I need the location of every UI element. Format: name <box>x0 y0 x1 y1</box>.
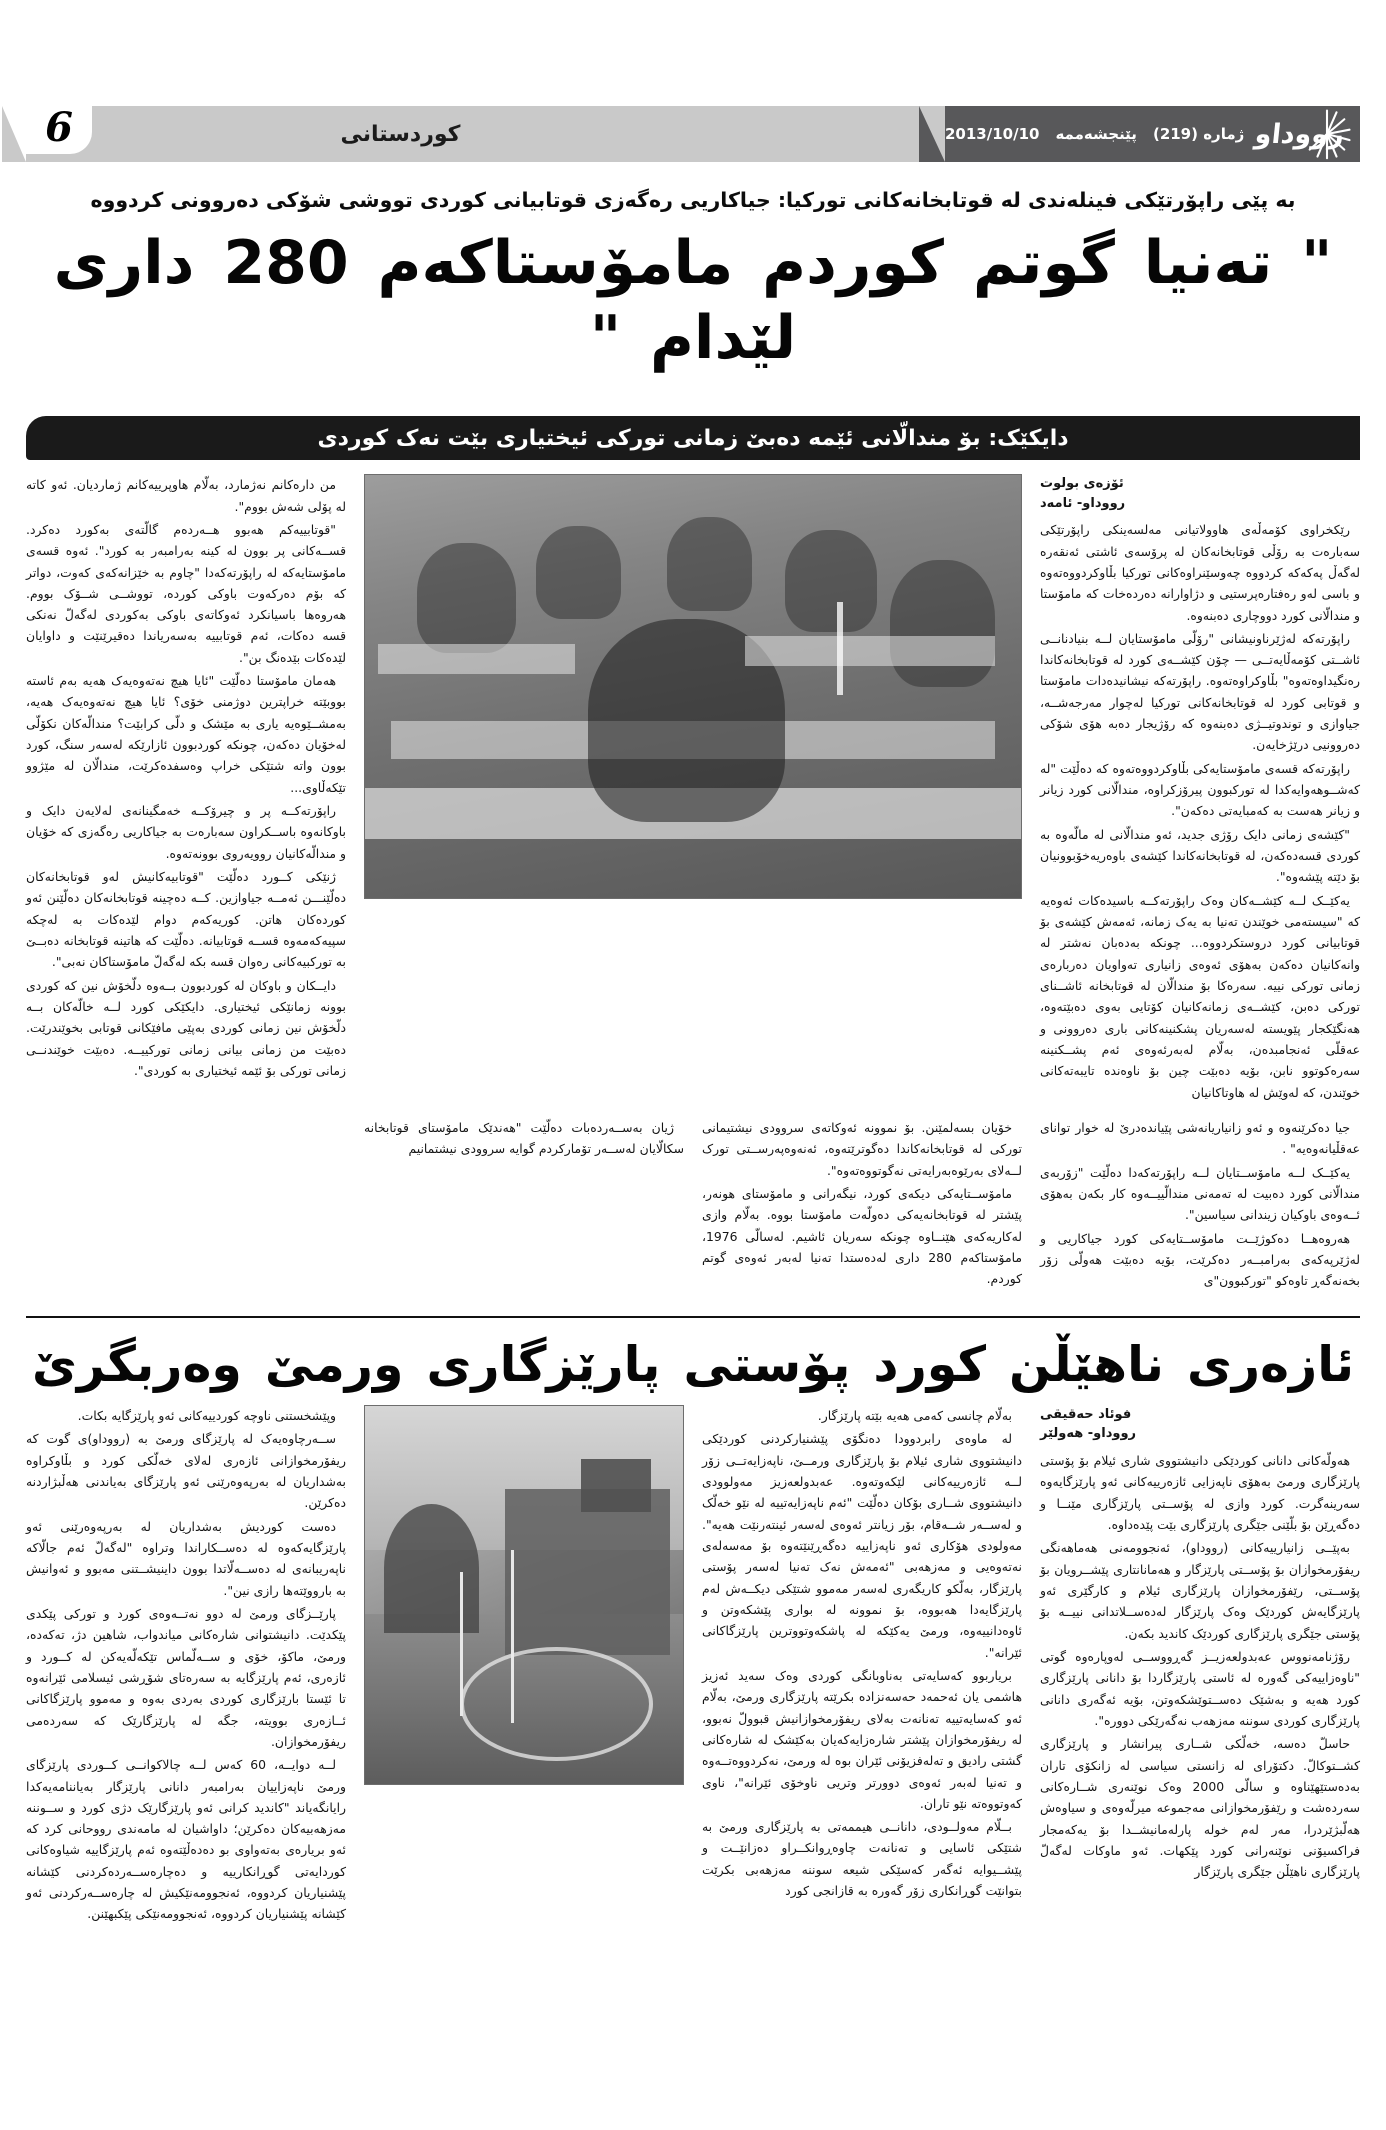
paragraph: راپۆرتەکە قسەی مامۆستایەکی بڵاوکردووەتەوە کە دەڵێت "لە کەشــوهەوایەکدا لە تورکبوون پیرۆزکراوە، مندالّانی کورد زیانر و زیانر هەست بە کەمبایەتی دەکەن". <box>1040 760 1360 819</box>
article1-kicker: بە پێی راپۆرتێکی فینلەندی لە قوتابخانەکانی تورکیا: جیاکاریی رەگەزی قوتابیانی کوردی تووشی شۆکی دەروونی کردووە <box>90 188 1296 212</box>
article2-column-left <box>26 1405 346 1927</box>
paragraph: لــە دوایــە، 60 کەس لــە چالاکوانــی کــوردی پارێزگای ورمێ ناپەزاییان بەرامبەر دانانی پارێزگار بەیاننامەیەکدا رایانگەیاند "کاندید کرانی ئەو پارێزگارێک دژی کورد و ســوننە مەزهەبیەکان دەکرێن؛ داواشیان لە مامەندی رووحانی کرد کە ئەو بریارەی بەتەواوی بو دەدەڵێتەوە ئەم پارێزگاییە شیاوەکانی کوردایەتی گوڕانکارییە و دەچارەســەردەکردنی کێشانە پێشنیاریان کردووە، ئەنجوومەنێکیش لە چارەســەرکردنی ئەو کێشانە پێشنیاریان کردووە، ئەنجوومەنێکی پێکبهێنن. <box>26 1757 346 1922</box>
paragraph: راپۆرتەکــە پر و چیرۆکــە خەمگینانەی لەلایەن دایک و باوکانەوە باســکراون سەبارەت بە جیاکاریی رەگەزی کە خۆیان و مندالّەکانیان روویەروی بوونەتەوە. <box>26 803 346 861</box>
article2-byline-source: رووداو- هەولێر <box>1040 1426 1137 1442</box>
newspaper-page <box>0 106 1386 2130</box>
paragraph: رێکخراوی کۆمەڵەی هاوولاتیانی مەلسەینکی راپۆرتێکی سەبارەت بە رۆڵی قوتابخانەکان لە پرۆسەی ئاشتی ئەنقەرە لەگەڵ پەکەکە کردووە چەوسێنراوەکانی تورکیا بڵاوکردووەتەوە و باسی لەو رەفتارەپرستیی و دژاوارانە دەردەخات کە مامۆستا و مندالّانی کورد دووچاری دەبنەوە. <box>1040 522 1360 623</box>
paragraph: هەولّەکانی دانانی کوردێکی دانیشتووی شاری ئیلام بۆ پۆستی پارێزگاری ورمێ بەهۆی ناپەزایی ئازەرییەکانی ئەو پارێزگایەوە سەرینەگرت. کورد وازی لە پۆســتی پارێزگاری مێنــا و دەگەڕێن بۆ بلّێنی جێگری پارێزگاری بێت پێدەداوە. <box>1040 1452 1360 1532</box>
paragraph: دایــکان و باوکان لە کوردبوون بــەوە دلّخۆش نین کە کوردی بوونە زمانێکی ئیختیاری. دایکێکی کورد لــە خالّەکان بــە دلّخۆش نین زمانی کوردی بەپێی مافێکانی قوتابی بخوێندرێت. دەبێت من زمانی بیانی زمانی تورکییــە. دەبێت خوێندنــی زمانی تورکی بۆ ئێمە ئیختیاری بە کوردی". <box>26 977 346 1079</box>
paragraph: من دارەکانم نەژمارد، بەلّام هاوپرییەکانم ژماردیان. ئەو کاتە لە پۆلی شەش بووم". <box>26 477 346 514</box>
paragraph: راپۆرتەکە لەژێرناونیشانی "رۆلّی مامۆستایان لــە بنیادنانــی ئاشــتی کۆمەڵایەتــی — چۆن کێشــەی کورد لە قوتابخانەکاندا رەنگیداوەتەوە" بڵاوکراوەتەوە. راپۆرتەکە نیشانیدەدات مامۆستا و قوتابی کورد لە قوتابخانەکانی تورکیا لەچوار مەرجەشــە، جیاوازی و توندوتیــژی دەبنەوە کە رۆژیجار دەبە هۆی شۆکی دەروونیی درێژخایەن. <box>1040 630 1360 753</box>
article1-subhead-text: دایکێک: بۆ مندالّانی ئێمە دەبێ زمانی تورکی ئیختیاری بێت نەک کوردی <box>317 425 1069 451</box>
paragraph: بریاربوو کەسایەتی بەناوبانگی کوردی وەک سەید ئەزیز هاشمی یان ئەحمەد حەسەنزادە بکرێتە پارێزگاری ورمێ، بەلّام ئەو کەسایەتییە تەنانەت بەلای ریفۆرمخوازانیش قبوولّ نەبوو، لە ریفۆرمخوازان پێشتر شارەزایەکەیان بەکێشک لە شارەکانی گشتی رادیق و تەلەفزیۆنی ئێران بوە لە ورمێ، نەکردووەتــەوە و تەنیا لەبەر ئەوەی دوورتر وتریی ناوخۆی ئێرانە"، ناوی کەوتووەتە نێو تاران. <box>702 1667 1022 1811</box>
paragraph: یەکێــک لــە کێشــەکان وەک راپۆرتەکــە باسیدەکات ئەوەیە کە "سیستەمی خوێندن تەنیا بە یەک زمانە، ئەمەش کێشەی بۆ قوتابیانی کورد دروستکردووە... چونکە بەدەبان نەشتر لە وانەکانیان دەکەن بەهۆی ئەوەی زانیاری تەواویان دەربارەی زمانی تورکی نییە. سەرەکا بۆ مندالّان لە قوتابخانە ئاشــنای تورکی دەبن، کێشــەی زمانەکانیان کۆتایی بەوی دەبێتەوە، هەنگێکجار پێویستە لەسەریان پشکنینەکانی باری دەروونی و عەقلّی ئەنجامبدەن، بەلّام لەبەرئەوەی ئەم پشــکنینە سەرەکوتوو نابن، بۆیە دەبێت چین بۆ ناوەندە تایبەتەکانی خوێندن، کە لەوێش لە هاوتاکانیان <box>1040 892 1360 1100</box>
section-title: کوردستانی <box>340 121 461 147</box>
paragraph: ژیان بەســەردەبات دەلّێت "هەندێک مامۆستای قوتابخانە سکالّایان لەســەر تۆمارکردم گوایە سروودی نیشتمانیم <box>364 1120 684 1157</box>
article2-grid <box>26 1405 1360 1927</box>
article2-byline-author: فوئاد حەقیقی <box>1040 1406 1132 1422</box>
paragraph: ســەرچاوەیەک لە پارێزگای ورمێ بە (رووداو)ی گوت کە ریفۆرمخوازانی ئازەری لەلای خەلّکی کورد و بڵاوکراوە بەشداریان لە بەرپەوەرێنی ئەو پارێزگای بەیاندنی هەڵبژاردنە دەکرێن. <box>26 1431 346 1511</box>
paragraph: مامۆســتایەکی دیکەی کورد، نیگەرانی و مامۆستای هونەر، پێشتر لە قوتابخانەیەکی دەولّەت مامۆستا بووە. بەلّام وازی لەکاریەکەی هێنــاوە چونکە سەریان ئاشیم. لەسالّی 1976، مامۆستاکەم 280 داری لەدەستدا تەنیا لەبەر ئەوەی گوتم کوردم. <box>702 1186 1022 1287</box>
article1-bottom-column-2 <box>702 1117 1022 1294</box>
paragraph: یەکێــک لــە مامۆســتایان لــە راپۆرتەکەدا دەلّێت "زۆربەی مندالّانی کورد دەبیت لە تەمەنی مندالّییــەوە کار بکەن بەهۆی ئــەوەی باوکیان زیندانی سیاسین". <box>1040 1164 1360 1223</box>
section-bar <box>26 106 945 162</box>
article1-column-left <box>26 474 346 1105</box>
section-divider <box>26 1316 1360 1318</box>
article2-byline <box>1040 1405 1360 1444</box>
article1-byline <box>1040 474 1360 513</box>
article2-photo-governorate-building <box>364 1405 684 1785</box>
article1-byline-source: رووداو- ئامەد <box>1040 495 1126 511</box>
article2-photo-wrap <box>364 1405 684 1927</box>
paragraph: بــلّام مەولــودی، دانانــی هیممەتی بە پارێزگاری ورمێ بە شتێکی ئاسایی و تەنانەت چاوەڕوانکــراو دەزانێــت و پێشــیوایە ئەگەر کەسێکی شیعە سوننە مەزهەبی بکرێت بتوانێت گوڕانکاری زۆر گەورە بە قازانجی کورد <box>702 1819 1022 1899</box>
article2-headline: ئازەری ناهێڵن کورد پۆستی پارێزگاری ورمێ وەربگرێ <box>31 1335 1355 1393</box>
article1-bottom-column-3 <box>364 1117 684 1294</box>
paragraph: جیا دەکرێنەوە و ئەو زانیاریانەشی پێیاندەدرێ لە خوار توانای عەقڵیانەوەیە" . <box>1040 1120 1360 1157</box>
paragraph: خۆیان بسەلمێنن. بۆ نموونە ئەوکاتەی سروودی نیشتیمانی تورکی لە قوتابخانەکاندا دەگوترێتەوە، ئەنەوەپەرســتی تورک لــەلای بەرێوەبەرایەتی نەگوتووەتەوە". <box>702 1120 1022 1178</box>
paragraph: دەست کوردیش بەشداریان لە بەرپەوەرێنی ئەو پارێزگایەکەوە لە دەســکاراندا وتراوە "لەگەلّ ئەم جالّاکە ناپەریبانەی لە دەســەلّاتدا بوون داینیشــتنی مەبوو و ئەوانیش بە بارووێتەها رازی نین". <box>26 1518 346 1598</box>
article1-byline-author: ئۆزەی بولوت <box>1040 476 1124 492</box>
weekday-label: پێنجشەممە <box>1055 125 1137 143</box>
article2-column-right <box>1040 1405 1360 1927</box>
masthead-meta-bar <box>945 106 1360 162</box>
article1-headline: " تەنیا گوتم کوردم مامۆستاکەم 280 داری لێدام " <box>53 228 1333 373</box>
rudaw-logo[interactable] <box>1248 106 1350 162</box>
article1-bottom-column-1 <box>1040 1117 1360 1294</box>
paragraph: لە ماوەی رابردوودا دەنگۆی پێشنیارکردنی کوردێکی دانیشتووی شاری ئیلام بۆ پارێزگاری ورمــێ، ناپەزایەتــی زۆر لــە ئازەرییەکانی لێکەوتەوە. عەبدولعەزیز مەولوودی دانیشتووی شــاری بۆکان دەلّێت "ئەم ناپەزایەتییە لە نێو خەلّک و لەســەر شــەقام، بۆر زیانتر ئەوەی لەسەر ئینتەرنێت هەیە". مەولودی هۆکاری ئەو ناپەزاییە دەگەڕێنێتەوە بۆ مەسەلەی نەتەوەیی و مەزهەبی "ئەمەش نەک تەنیا لەسەر پۆستی پارێزگار، بەلّکو کاریگەری لەسەر مەموو شتێکی دیکــەش لەم پارێزگایەدا هەبووە، بۆ نموونە لە بواری پێشکەوتن و ئاوەدانییەوە، ورمێ یەکێکە لە پاشکەوتووترین پارێزگاکانی ئێرانە". <box>702 1431 1022 1660</box>
issue-number: ژمارە (219) <box>1152 125 1245 143</box>
page-number-badge <box>26 70 92 154</box>
article1-subhead-bar <box>26 416 1360 460</box>
article1-top-grid <box>26 474 1360 1105</box>
article1-bottom-grid <box>26 1117 1360 1294</box>
rudaw-logo-text: رووداو <box>1252 118 1346 150</box>
paragraph: حاسلّ دەسە، خەلّکی شــاری پیرانشار و پارێزگاری کشــتوکالّ. دکتۆرای لە زانستی سیاسی لە زانکۆی تاران بەدەستێهێناوە و سالّی 2000 وەک نوێنەری شــارەکانی سەردەشت و رێفۆرمخوازانی مەجموعە میرلّەوەی و سیاوەش هەلّبژێردرا، مەر لەم خولە پارلەمانیشــدا بۆ یەکەمجار فراکسیۆنی نوێنەرانی کورد پێکهات. ئەو ماوکات لەگەلّ پارێزگاری ناهێڵن جێگری پارێزگار <box>1040 1736 1360 1880</box>
paragraph: هەمان مامۆستا دەلّێت "ئایا هیچ نەتەوەیەک هەیە بەم ئاستە بووبێتە خراپترین دوژمنی خۆی؟ ئایا هیچ نەتەوەیەک هەیە، بەمشــێوەیە یاری بە مێشک و دلّی کرابێت؟ مندالّەکان نکۆلّی لەخۆیان دەکەن، چونکە کوردبوون ئازارێکە لەسەر سنگ، کورد بوون واتە شتێکی خراپ وەسفدەکرێت، مندالّان لە مێژوو تێکەڵاوی... <box>26 673 346 795</box>
article1-photo-wrap <box>364 474 1022 1105</box>
paragraph: وپێشخستنی ناوچە کوردییەکانی ئەو پارێزگایە بکات. <box>77 1407 336 1423</box>
paragraph: بەپێــی زانیارییەکانی (رووداو)، ئەنجوومەنی هەماهەنگی ریفۆرمخوازان بۆ پۆســتی پارێزگار و هەمانانتاری پێشــرویان بۆ پۆســتی، رێفۆرمخوازان پارێزگاری ئیلام و کارگێری ئەو پارێزگایەش کوردێک وەک پارێزگار لەدەســلاتدانی نییــە بۆ پۆستی جێگری پارێزگاری کوردێک کاندید بکەن. <box>1040 1540 1360 1641</box>
page-number-value: 6 <box>45 104 73 151</box>
article1-column-right <box>1040 474 1360 1105</box>
paragraph: "کێشەی زمانی دایک رۆژی جدید، ئەو مندالّانی لە مالّەوە بە کوردی قسەدەکەن، لە قوتابخانەکاندا کێشەی باوەریەخۆبوونیان بۆ دێتە پێشەوە". <box>1040 826 1360 885</box>
paragraph: بەلّام چانسی کەمی هەیە بێتە پارێزگار. <box>817 1407 1012 1423</box>
paragraph: رۆژنامەنووس عەبدولعەزیــز گەڕووســی لەوپارەوە گوتی "ناوەزاییەکی گەورە لە ئاستی پارێزگاردا بۆ دانانی پارێزگاری کورد هەیە و بەشێک دەســتوێشکەوتن، بۆیە ئەگەری دانانی پارێزگاری کوردی سوننە مەزهەب نەگەرێکی دوورە". <box>1040 1648 1360 1728</box>
paragraph: پارێــزگای ورمێ لە دوو نەتــەوەی کورد و تورکی پێکدی پێکدێت. دانیشتوانی شارەکانی میاندواب، شاهین دژ، تەکەدە، ورمێ، ماکۆ، خۆی و ســەلّماس تێکەلّەیەکن لە کــورد و ئازەری، ئەم پارێزگایە بە سەرەتای شۆڕشی ئیسلامی ئێرانەوە تا ئێستا بارێزگاری کوردی بەردی بەوە و مەموو پارێزگاکانی ئــازەری بوویتە، جگە لە پارێزگارێک کە سەردەمی ریفۆرمخوازان. <box>26 1605 346 1749</box>
article2-column-mid-right <box>702 1405 1022 1927</box>
issue-info <box>945 125 1244 143</box>
publication-date: 2013/10/10 <box>945 125 1040 143</box>
paragraph: "قوتابییەکم هەبوو هــەردەم گالّتەی بەکورد دەکرد. قســەکانی پر بوون لە کینە بەرامبەر بە کورد". ئەوە قسەی مامۆستایەکە لە راپۆرتەکەدا "چاوم بە خێزانەکەی کەوت، دواتر کە بۆم دەرکەوت باوکی کوردە، تووشــی شــۆک بووم. هەروەها باسیانکرد ئەوکاتەی باوکی بەکوردی لەگەلّ نەنکی قسە دەکات، ئەم قوتابییە بەسەریاندا دەقیرێنێت و داوایان لێدەکات بێدەنگ بن". <box>26 521 346 665</box>
article1-photo-classroom <box>364 474 1022 899</box>
paragraph: ژنێکی کــورد دەلّێت "قوتابیەکانیش لەو قوتابخانەکان دەلّێنـــن ئەمــە جیاوازین. کــە دەچینە قوتابخانەکان دەلّێنن ئەو کوردەکان هاتن. کوریەکەم دوام لێدەکات بە لەچکە سپیەکەمەوە قســە قوتابیانە. دەلّێت کە هاتینە قوتابخانە دەبــێ بە تورکبیەکانی رەوان قسە بکە لەگەلّ مامۆستاکان نەبی". <box>26 869 346 970</box>
paragraph: هەروەهــا دەکوژێــت مامۆســتایەکی کورد جیاکاریی و لەژێرپەکەی بەرامبــەر دەکرێت، بۆیە دەبێت هەولّی زۆر بخەنەگەڕ تاوەکو "تورکبوون"ی <box>1040 1230 1360 1289</box>
article1-bottom-column-4 <box>26 1117 346 1294</box>
masthead <box>26 106 1360 162</box>
